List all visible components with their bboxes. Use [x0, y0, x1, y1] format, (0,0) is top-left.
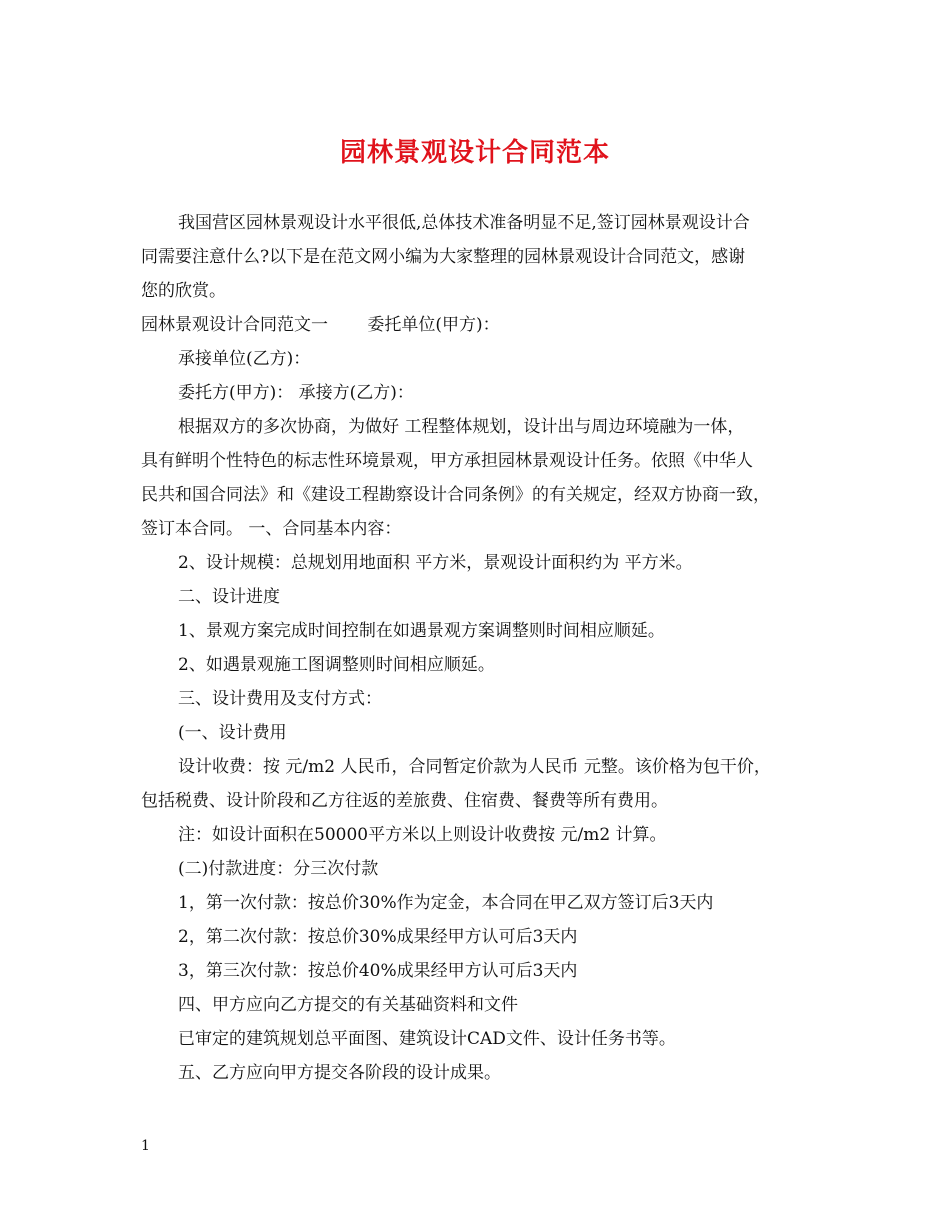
page-number: 1 — [141, 1138, 150, 1154]
basis-line-2: 具有鲜明个性特色的标志性环境景观，甲方承担园林景观设计任务。依照《中华人 — [141, 451, 753, 471]
documents-line: 已审定的建筑规划总平面图、建筑设计CAD文件、设计任务书等。 — [178, 1029, 676, 1049]
fee-line-1: 设计收费：按 元/m2 人民币，合同暂定价款为人民币 元整。该价格为包干价， — [178, 757, 771, 777]
basis-line-1: 根据双方的多次协商，为做好 工程整体规划，设计出与周边环境融为一体， — [178, 417, 745, 437]
parties-line: 委托方(甲方)： 承接方(乙方)： — [178, 383, 414, 403]
section-3-heading: 三、设计费用及支付方式： — [178, 689, 382, 709]
section-4-heading: 四、甲方应向乙方提交的有关基础资料和文件 — [178, 995, 518, 1015]
sample-heading-line: 园林景观设计合同范文一 委托单位(甲方)： — [141, 315, 500, 335]
intro-line-3: 您的欣赏。 — [141, 281, 226, 301]
section-2-heading: 二、设计进度 — [178, 587, 280, 607]
fee-note-line: 注：如设计面积在50000平方米以上则设计收费按 元/m2 计算。 — [178, 825, 667, 845]
subsection-1-heading: (一、设计费用 — [178, 723, 287, 743]
party-b-line: 承接单位(乙方)： — [178, 349, 311, 369]
subsection-2-heading: (二)付款进度：分三次付款 — [178, 859, 379, 879]
progress-item-2: 2、如遇景观施工图调整则时间相应顺延。 — [178, 655, 495, 675]
fee-line-2: 包括税费、设计阶段和乙方往返的差旅费、住宿费、餐费等所有费用。 — [141, 791, 668, 811]
document-title: 园林景观设计合同范本 — [339, 138, 610, 168]
design-scale-line: 2、设计规模：总规划用地面积 平方米，景观设计面积约为 平方米。 — [178, 553, 693, 573]
basis-line-3: 民共和国合同法》和《建设工程勘察设计合同条例》的有关规定，经双方协商一致， — [141, 485, 770, 505]
basis-line-4: 签订本合同。 一、合同基本内容： — [141, 519, 402, 539]
intro-line-1: 我国营区园林景观设计水平很低,总体技术准备明显不足,签订园林景观设计合 — [178, 213, 750, 233]
progress-item-1: 1、景观方案完成时间控制在如遇景观方案调整则时间相应顺延。 — [178, 621, 665, 641]
payment-item-3: 3，第三次付款：按总价40%成果经甲方认可后3天内 — [178, 961, 578, 981]
section-5-heading: 五、乙方应向甲方提交各阶段的设计成果。 — [178, 1063, 501, 1083]
payment-item-1: 1，第一次付款：按总价30%作为定金，本合同在甲乙双方签订后3天内 — [178, 893, 714, 913]
intro-line-2: 同需要注意什么?以下是在范文网小编为大家整理的园林景观设计合同范文，感谢 — [141, 247, 746, 267]
payment-item-2: 2，第二次付款：按总价30%成果经甲方认可后3天内 — [178, 927, 578, 947]
